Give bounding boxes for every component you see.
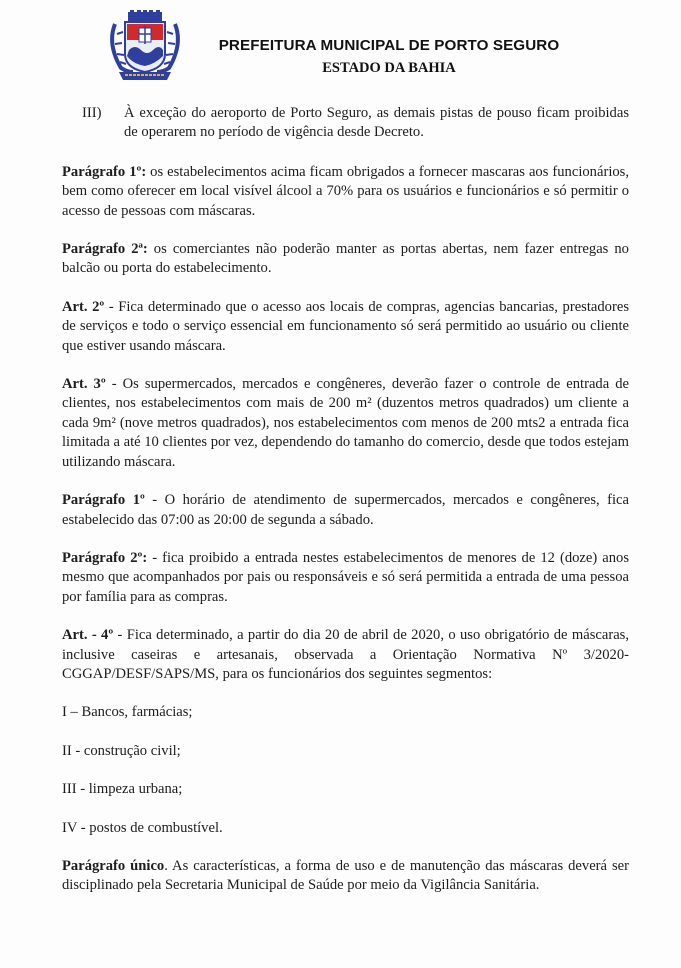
article-lead: Art. - 4º [62,627,114,644]
paragraph-text: - fica proibido a entrada nestes estabelecimentos de menores de 12 (doze) anos mesmo que acompanhados por pais ou responsáveis e só será permitida a entrada de uma pessoa por família para as compras. [62,549,629,605]
paragraph-lead: Parágrafo único [62,857,165,874]
document-body [62,104,629,915]
segment-item: II - construção civil; [62,742,181,759]
header-title: PREFEITURA MUNICIPAL DE PORTO SEGURO [218,37,560,54]
paragraph-lead: Parágrafo 1º: [62,163,147,180]
article-lead: Art. 3º [62,376,106,393]
paragraph-3 [62,491,629,530]
article-text: - Fica determinado, a partir do dia 20 de abril de 2020, o uso obrigatório de máscaras, inclusive caseiras e artesanais, observada a Orientação Normativa Nº 3/2020-CGGAP/DESF/SAPS/MS, para os funcionários dos seguintes segmentos: [62,627,629,682]
list-item-iii [62,104,629,143]
article-3 [62,375,629,472]
article-4 [62,626,629,684]
paragraph-2 [62,240,629,279]
article-2 [62,298,629,356]
article-lead: Art. 2º [62,298,105,315]
paragraph-lead: Parágrafo 2º: [62,549,148,566]
article-text: - Os supermercados, mercados e congêneres, deverão fazer o controle de entrada de clientes, nos estabelecimentos com mais de 200 m² (duzentos metros quadrados) um cliente a cada 9m² (nove metros quadrados), nos estabelecimentos com menos de 200 mts2 a entrada fica limitada a até 10 clientes por vez, dependendo do tamanho do comercio, desde que todos estejam utilizando máscara. [62,376,630,470]
paragraph-4 [62,549,629,607]
header-subtitle: ESTADO DA BAHIA [322,60,456,76]
paragraph-unico [62,857,629,896]
paragraph-text: . As características, a forma de uso e de manutenção das máscaras deverá ser disciplinado pela Secretaria Municipal de Saúde por meio da Vigilância Sanitária. [62,857,629,894]
segment-item: I – Bancos, farmácias; [62,704,193,721]
paragraph-lead: Parágrafo 1º [62,492,145,509]
paragraph-text: - O horário de atendimento de supermercados, mercados e congêneres, fica estabelecido das 07:00 as 20:00 de segunda a sábado. [62,492,629,528]
paragraph-1 [62,163,629,221]
paragraph-text: os comerciantes não poderão manter as portas abertas, nem fazer entregas no balcão ou porta do estabelecimento. [62,241,629,277]
article-text: - Fica determinado que o acesso aos locais de compras, agencias bancarias, prestadores de serviços e todo o serviço essencial em funcionamento só será permitido ao usuário ou cliente que estiver usando máscara. [62,298,629,354]
segment-item: IV - postos de combustível. [62,819,223,836]
item-number: III) [82,105,102,121]
paragraph-text: os estabelecimentos acima ficam obrigados a fornecer mascaras aos funcionários, bem como oferecer em local visível álcool a 70% para os usuários e funcionários e só permitir o acesso de pessoas com máscaras. [62,163,629,219]
coat-of-arms-icon [105,10,185,82]
item-text: À exceção do aeroporto de Porto Seguro, as demais pistas de pouso ficam proibidas de operarem no período de vigência desde Decreto. [124,105,629,141]
paragraph-lead: Parágrafo 2ª: [62,241,148,258]
segment-item: III - limpeza urbana; [62,781,183,798]
letterhead [105,10,585,82]
